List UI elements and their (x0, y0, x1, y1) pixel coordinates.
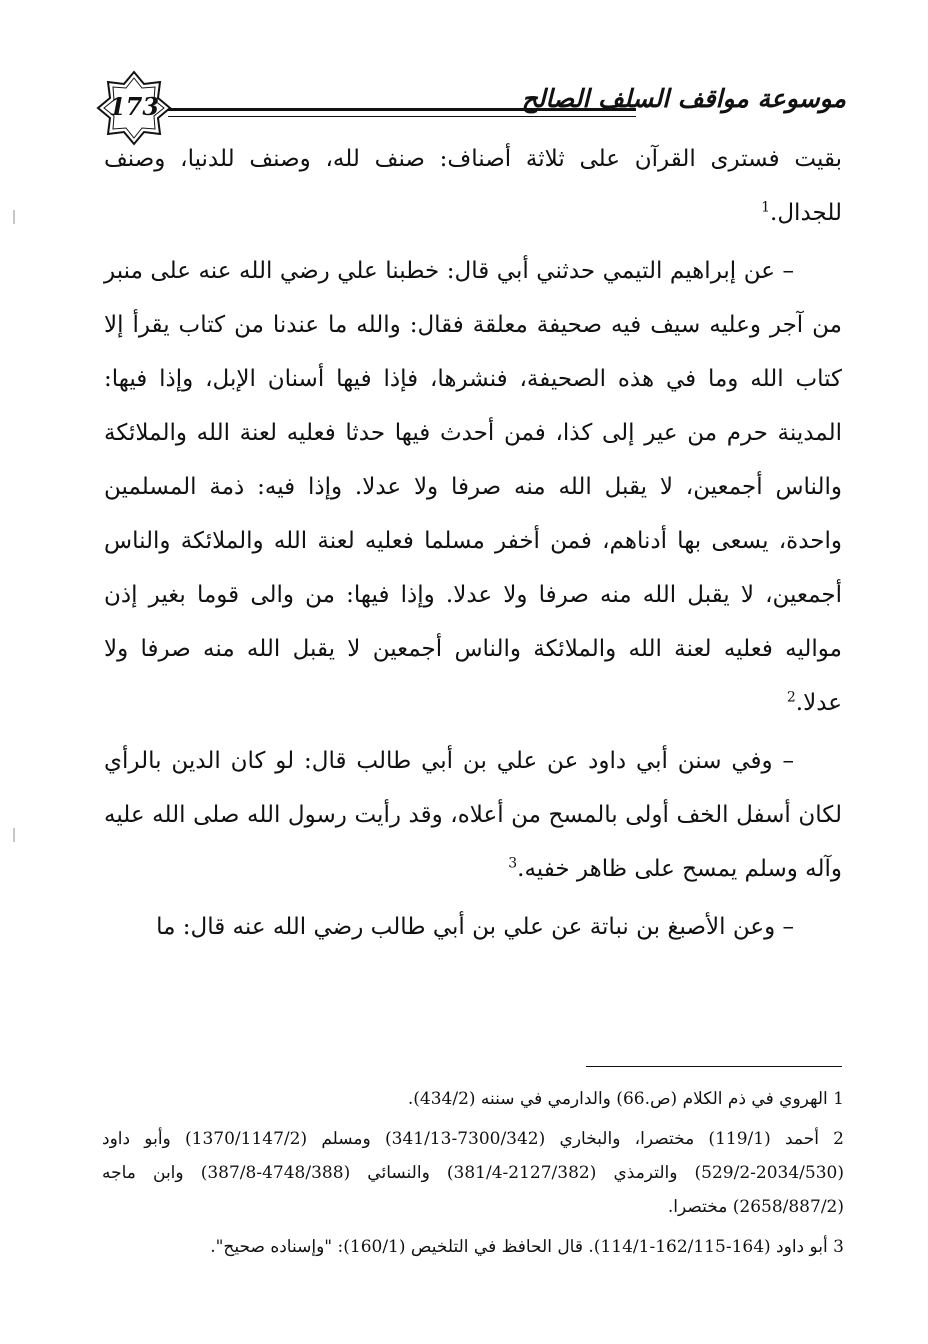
footnote-ref[interactable]: 3 (508, 855, 518, 872)
paragraph-2 (104, 244, 842, 730)
footnote-item: 2 أحمد (119/1) مختصرا، والبخاري (7300/342-341/13) ومسلم (1370/1147/2) وأبو داود (2034/530-529/2) والترمذي (2127/382-381/4) والنسائي (4748/388-387/8) وابن ماجه (2658/887/2) مختصرا. (102, 1129, 845, 1217)
scan-mark (13, 210, 15, 224)
footnote-item: 3 أبو داود (164-162/115-114/1). قال الحافظ في التلخيص (160/1): "وإسناده صحيح". (210, 1237, 844, 1257)
paragraph-text: – وعن الأصبغ بن نباتة عن علي بن أبي طالب رضي الله عنه قال: ما (156, 914, 794, 940)
paragraph-text: – عن إبراهيم التيمي حدثني أبي قال: خطبنا علي رضي الله عنه على منبر من آجر وعليه سيف فيه صحيفة معلقة فقال: والله ما عندنا من كتاب يقرأ إلا كتاب الله وما في هذه الصحيفة، فنشرها، فإذا فيها أسنان الإبل، وإذا فيها: المدينة حرم من عير إلى كذا، فمن أحدث فيها حدثا فعليه لعنة الله والملائكة والناس أجمعين، لا يقبل الله منه صرفا ولا عدلا. وإذا فيه: ذمة المسلمين واحدة، يسعى بها أدناهم، فمن أخفر مسلما فعليه لعنة الله والملائكة والناس أجمعين، لا يقبل الله منه صرفا ولا عدلا. وإذا فيها: من والى قوما بغير إذن مواليه فعليه لعنة الله والملائكة والناس أجمعين لا يقبل الله منه صرفا ولا عدلا. (104, 258, 842, 716)
footnote-ref[interactable]: 1 (761, 199, 771, 216)
footnote-item: 1 الهروي في ذم الكلام (ص.66) والدارمي في سننه (434/2). (407, 1089, 844, 1109)
footnote-separator (586, 1066, 842, 1067)
paragraph-4 (104, 900, 842, 954)
footnote-ref[interactable]: 2 (786, 689, 796, 706)
scan-mark (13, 828, 15, 842)
paragraph-text: – وفي سنن أبي داود عن علي بن أبي طالب قال: لو كان الدين بالرأي لكان أسفل الخف أولى بالمسح من أعلاه، وقد رأيت رسول الله صلى الله عليه وآله وسلم يمسح على ظاهر خفيه. (104, 748, 842, 882)
body-text (104, 132, 842, 958)
header-rule (168, 108, 636, 111)
series-title: موسوعة مواقف السلف الصالح (521, 84, 846, 113)
page-number: 173 (108, 92, 160, 121)
paragraph-1 (104, 132, 842, 240)
paragraph-text: بقيت فسترى القرآن على ثلاثة أصناف: صنف لله، وصنف للدنيا، وصنف للجدال. (104, 146, 842, 226)
header-rule-thin (168, 116, 636, 117)
footnotes (102, 1082, 844, 1270)
paragraph-3 (104, 734, 842, 896)
